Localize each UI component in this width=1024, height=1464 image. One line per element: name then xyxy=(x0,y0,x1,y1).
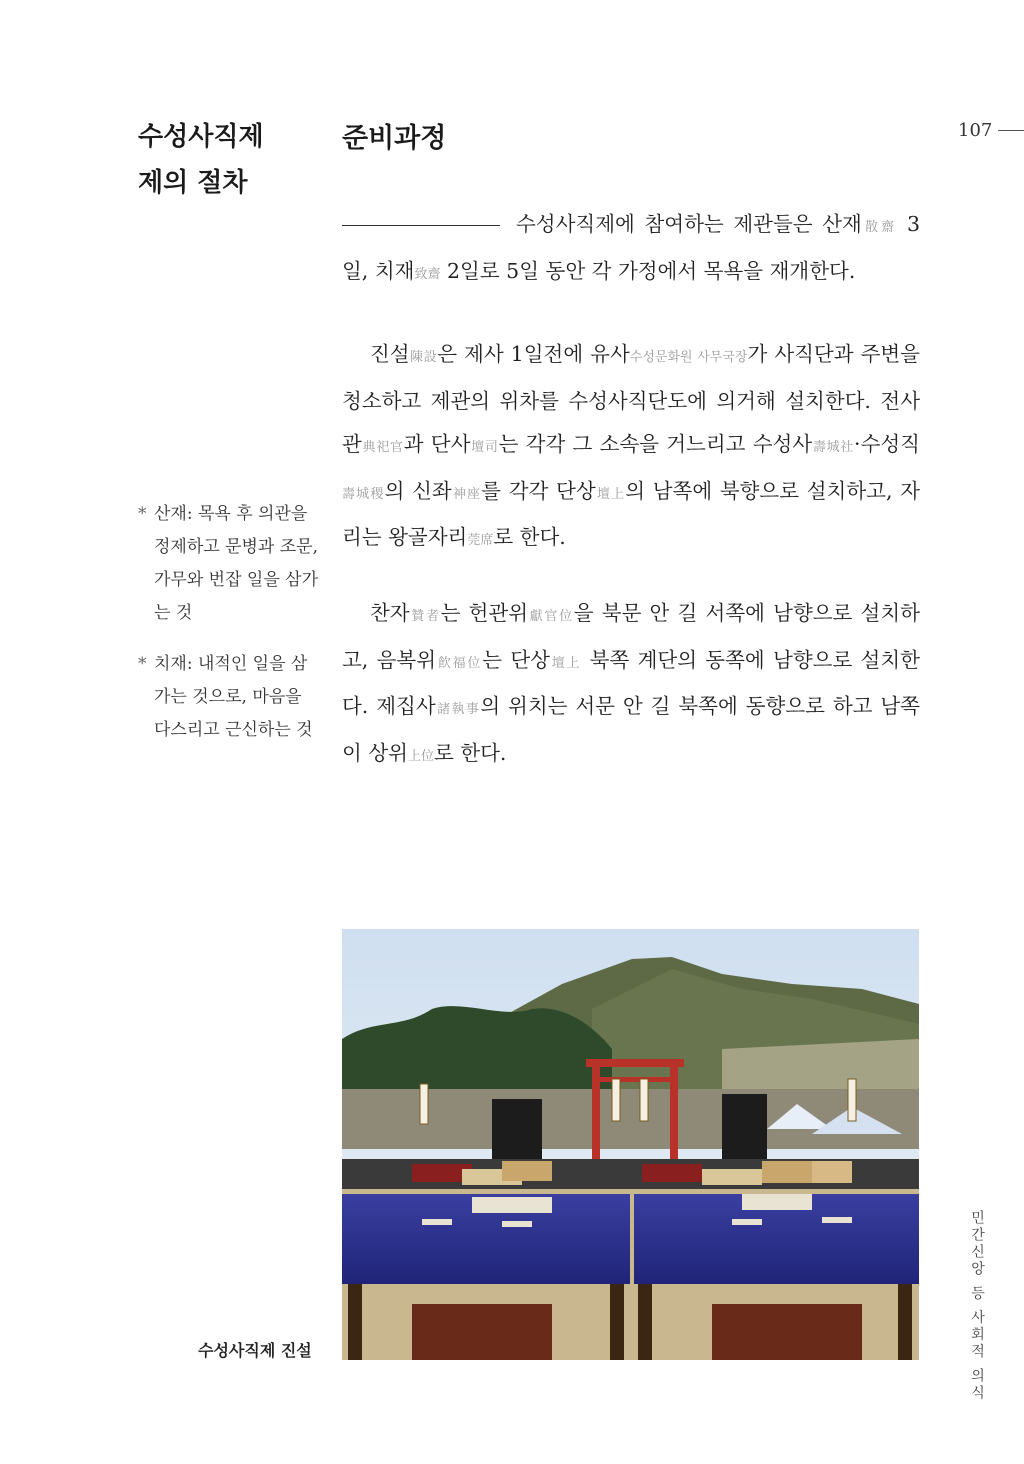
hanja-gloss: 獻官位 xyxy=(528,609,574,624)
body-text-run: 북쪽 계단의 동쪽에 남향으로 설치한다. 제집사 xyxy=(342,647,920,718)
note-text: 치재: 내적인 일을 삼가는 것으로, 마음을 다스리고 근신하는 것 xyxy=(154,654,313,740)
note-chijae xyxy=(138,648,318,747)
low-stand xyxy=(712,1304,862,1360)
body-text-run: 는 단상 xyxy=(482,647,550,672)
paragraph-2 xyxy=(342,333,920,563)
screen-panel xyxy=(492,1099,542,1164)
photo-caption: 수성사직제 진설 xyxy=(198,1341,312,1360)
hanja-gloss: 致齋 xyxy=(414,266,441,282)
ritual-table-photo xyxy=(342,929,919,1360)
body-text-run: 가 사직단과 주변을 청소하고 제관의 위차를 수성사직단도에 의거해 설치한다. 전사관 xyxy=(342,342,920,456)
hanja-gloss: 壇上 xyxy=(549,655,582,671)
section-title xyxy=(138,114,318,206)
hanja-gloss: 典祀官 xyxy=(361,440,404,455)
section-title-line1: 수성사직제 xyxy=(138,122,264,152)
hanja-gloss: 壽城社 xyxy=(812,440,855,455)
lead-rule xyxy=(342,225,500,226)
body-text-run: 를 각각 단상 xyxy=(481,478,596,503)
paragraph-1 xyxy=(342,203,920,296)
paragraph-3 xyxy=(342,592,920,778)
body-text-run: 과 단사 xyxy=(403,432,471,456)
body-text-run: 진설 xyxy=(370,342,410,366)
body-text-run: 의 남쪽에 북향으로 설치하고, 자리는 왕골자리 xyxy=(342,478,920,549)
body-text-run: ·수성직 xyxy=(854,432,920,456)
midground xyxy=(342,1089,919,1149)
side-running-label: 민간신앙 등 사회적 의식 xyxy=(969,1210,985,1403)
page-number-text: 107 xyxy=(958,120,993,141)
page-number xyxy=(958,120,1024,141)
body-text-run: 2일로 5일 동안 각 가정에서 목욕을 재개한다. xyxy=(440,258,856,283)
hanja-gloss: 諸執事 xyxy=(435,702,481,717)
body-text-run: 을 북문 안 길 서쪽에 남향으로 설치하고, 음복위 xyxy=(342,601,920,672)
hanja-gloss: 莞席 xyxy=(467,533,494,548)
body-text-run: 찬자 xyxy=(370,601,410,625)
hanja-gloss: 贊者 xyxy=(409,609,441,624)
hanja-gloss: 陳設 xyxy=(409,350,438,365)
hanja-gloss: 散齋 xyxy=(861,220,898,235)
note-marker: * xyxy=(138,654,147,674)
body-text-run: 의 신좌 xyxy=(384,478,452,503)
body-text-run: 3일, 치재 xyxy=(342,212,920,283)
hanja-gloss: 上位 xyxy=(407,748,434,764)
hanja-gloss: 飮福位 xyxy=(436,655,483,671)
body-text-run: 는 헌관위 xyxy=(440,601,529,625)
section-title-line2: 제의 절차 xyxy=(138,168,248,198)
body-text-run: 의 위치는 서문 안 길 북쪽에 동향으로 하고 남쪽이 상위 xyxy=(342,694,920,765)
body-text-run: 로 한다. xyxy=(493,525,566,549)
page-number-rule xyxy=(998,130,1024,131)
screen-panel xyxy=(722,1094,767,1164)
body-text-run: 은 제사 1일전에 유사 xyxy=(437,342,630,366)
body-text-run: 수성사직제에 참여하는 제관들은 산재 xyxy=(516,212,862,236)
hanja-gloss: 壇上 xyxy=(595,486,626,502)
hanja-gloss: 神座 xyxy=(451,486,482,502)
body-text-run: 는 각각 그 소속을 거느리고 수성사 xyxy=(498,432,813,456)
photo-illustration xyxy=(342,929,919,1360)
body-text-run: 로 한다. xyxy=(433,740,507,765)
note-sanjae xyxy=(138,498,318,630)
low-stand xyxy=(412,1304,552,1360)
hanja-gloss: 壇司 xyxy=(470,440,499,455)
section-heading: 준비과정 xyxy=(342,123,447,154)
note-text: 산재: 목욕 후 의관을 정제하고 문병과 조문, 가무와 번잡 일을 삼가는 것 xyxy=(154,504,319,623)
hanja-gloss: 壽城稷 xyxy=(342,486,385,502)
note-marker: * xyxy=(138,504,147,524)
margin-notes xyxy=(138,498,318,765)
hanja-gloss: 수성문화원 사무국장 xyxy=(629,350,748,365)
